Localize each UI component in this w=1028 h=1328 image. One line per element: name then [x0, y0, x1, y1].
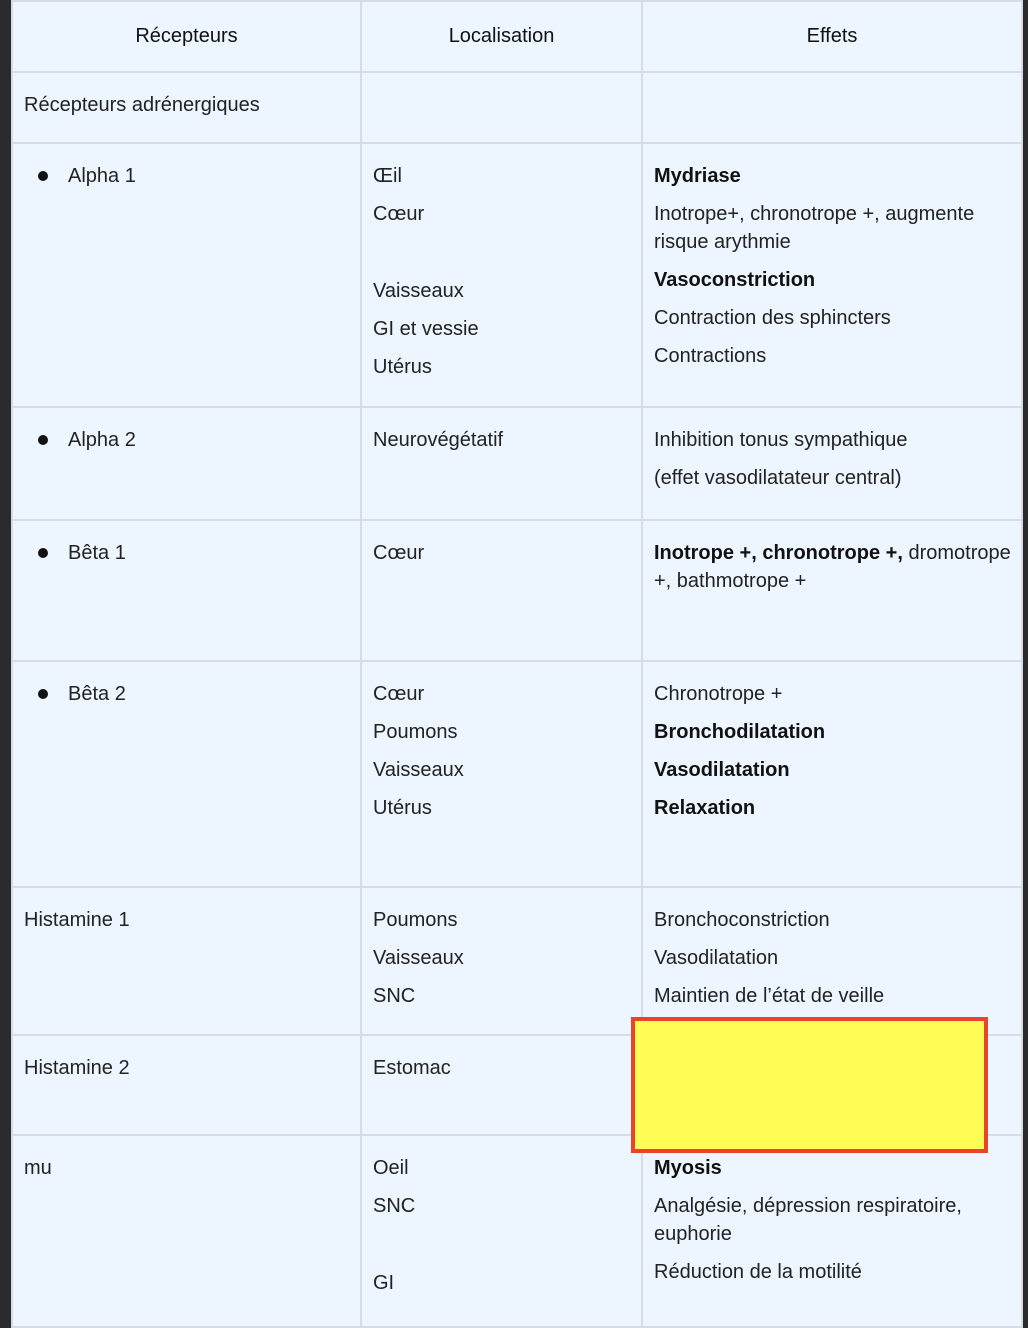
table-row — [12, 887, 1022, 1035]
location-item: Oeil — [373, 1157, 409, 1179]
effect-item: Inotrope+, chronotrope +, augmente risque arythmie — [654, 203, 975, 253]
receptor-name: Histamine 1 — [24, 909, 130, 931]
table-header-row — [12, 1, 1022, 72]
effect-item: Vasoconstriction — [654, 269, 816, 291]
table-row — [12, 407, 1022, 520]
bullet-icon — [38, 171, 48, 181]
effect-item: Inhibition tonus sympathique — [654, 429, 908, 451]
effect-rest-part: dromotrope +, bathmotrope + — [654, 542, 1011, 592]
effect-item — [654, 539, 1011, 595]
effect-item: Myosis — [654, 1157, 722, 1179]
location-item: Cœur — [373, 542, 425, 564]
effect-item: Bronchoconstriction — [654, 909, 830, 931]
table-row — [12, 72, 1022, 143]
receptor-name: Bêta 2 — [68, 683, 126, 705]
location-item: GI et vessie — [373, 318, 479, 340]
bullet-icon — [38, 548, 48, 558]
header-receptors: Récepteurs — [12, 1, 361, 72]
location-item: Œil — [373, 165, 402, 187]
location-item: Cœur — [373, 683, 425, 705]
location-item: Neurovégétatif — [373, 429, 504, 451]
bullet-icon — [38, 435, 48, 445]
effect-item: (effet vasodilatateur central) — [654, 467, 902, 489]
receptor-name: mu — [24, 1157, 52, 1179]
effect-bold-part: Inotrope +, chronotrope +, — [654, 542, 903, 564]
location-item: Vaisseaux — [373, 947, 464, 969]
location-item: GI — [373, 1272, 395, 1294]
table-row — [12, 143, 1022, 407]
table-row — [12, 1135, 1022, 1327]
location-item: Poumons — [373, 909, 458, 931]
location-item: Poumons — [373, 721, 458, 743]
effect-item: Maintien de l’état de veille — [654, 985, 885, 1007]
location-item: SNC — [373, 985, 416, 1007]
location-item: Vaisseaux — [373, 280, 464, 302]
location-item: Vaisseaux — [373, 759, 464, 781]
location-item: Estomac — [373, 1057, 451, 1079]
effect-item: Relaxation — [654, 797, 756, 819]
window-edge — [0, 0, 11, 1322]
effect-item: Réduction de la motilité — [654, 1261, 862, 1283]
location-item: SNC — [373, 1195, 416, 1217]
effect-item: Mydriase — [654, 165, 741, 187]
table-row — [12, 661, 1022, 887]
header-location: Localisation — [361, 1, 642, 72]
effect-item: Analgésie, dépression respiratoire, euphorie — [654, 1195, 962, 1245]
effect-item: Vasodilatation — [654, 947, 779, 969]
effect-item: Bronchodilatation — [654, 721, 826, 743]
location-item: Utérus — [373, 356, 432, 378]
section-label: Récepteurs adrénergiques — [24, 94, 260, 116]
receptor-name: Alpha 2 — [68, 429, 136, 451]
effect-item: Chronotrope + — [654, 683, 783, 705]
bullet-icon — [38, 689, 48, 699]
receptor-name: Bêta 1 — [68, 542, 126, 564]
table-row — [12, 520, 1022, 661]
effect-item: Contractions — [654, 345, 767, 367]
receptor-name: Histamine 2 — [24, 1057, 130, 1079]
location-item: Cœur — [373, 203, 425, 225]
receptor-name: Alpha 1 — [68, 165, 136, 187]
header-effects: Effets — [642, 1, 1022, 72]
highlight-box — [631, 1017, 988, 1153]
effect-item: Contraction des sphincters — [654, 307, 891, 329]
location-item: Utérus — [373, 797, 432, 819]
effect-item: Vasodilatation — [654, 759, 790, 781]
